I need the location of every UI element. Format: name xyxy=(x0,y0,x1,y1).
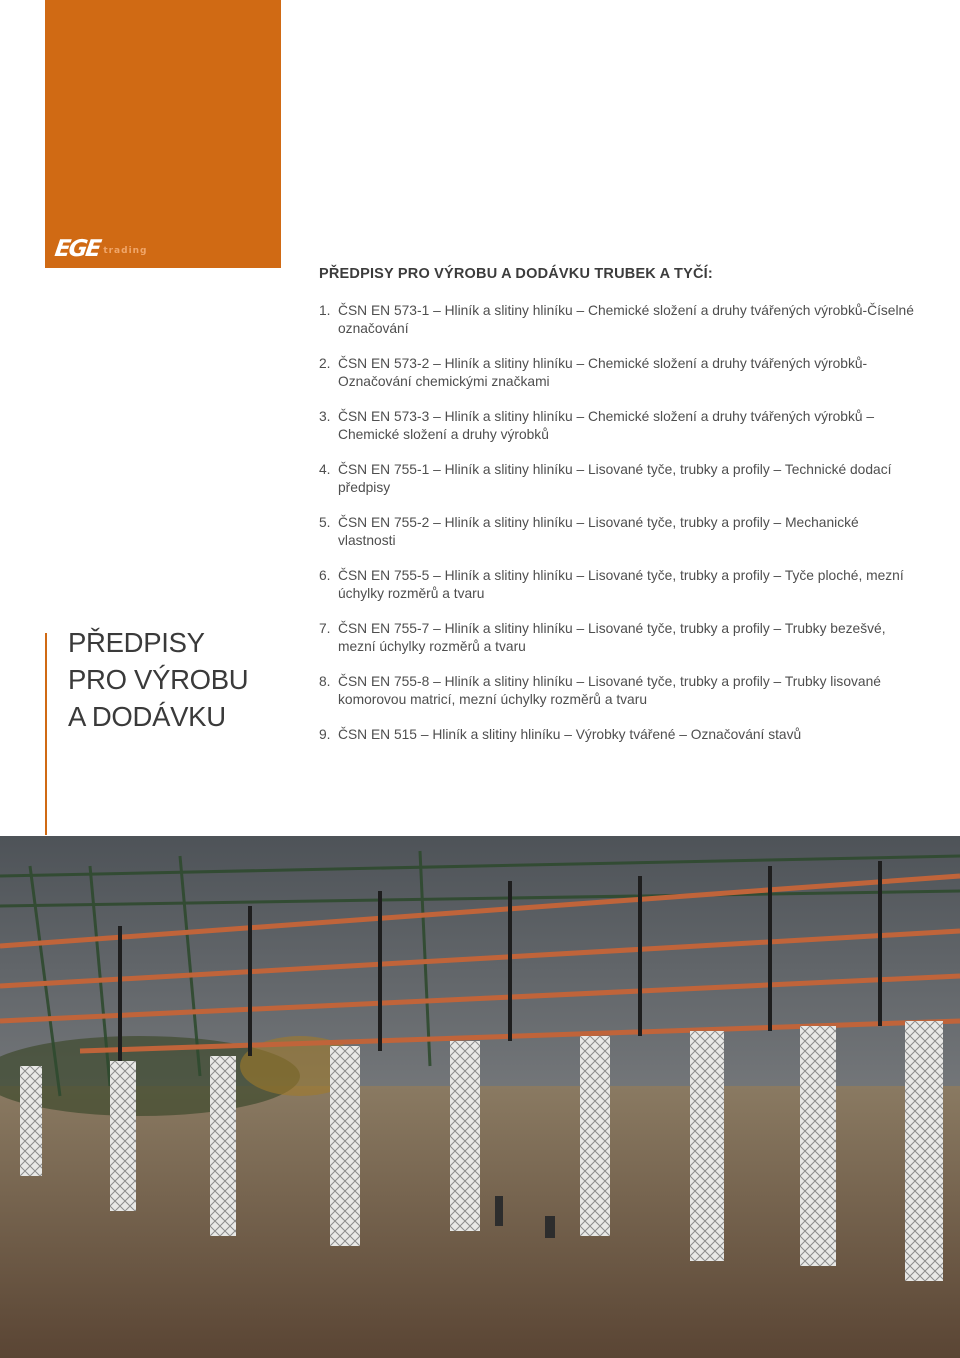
item-number: 2. xyxy=(319,356,331,371)
item-text: ČSN EN 755-2 – Hliník a slitiny hliníku – Lisované tyče, trubky a profily – Mechanické vlastnosti xyxy=(338,515,859,548)
side-accent-rule xyxy=(45,633,47,835)
standard-item xyxy=(319,514,919,550)
logo-subtitle: trading xyxy=(103,246,148,256)
item-number: 7. xyxy=(319,621,331,636)
item-text: ČSN EN 755-8 – Hliník a slitiny hliníku – Lisované tyče, trubky a profily – Trubky lisované komorovou matricí, mezní úchylky rozměrů a tvaru xyxy=(338,674,881,707)
side-title xyxy=(68,624,248,735)
item-text: ČSN EN 755-7 – Hliník a slitiny hliníku – Lisované tyče, trubky a profily – Trubky bezešvé, mezní úchylky rozměrů a tvaru xyxy=(338,621,886,654)
standard-item xyxy=(319,726,919,744)
item-number: 8. xyxy=(319,674,331,689)
side-title-line-1: PŘEDPISY xyxy=(68,627,205,658)
standard-item xyxy=(319,355,919,391)
item-number: 4. xyxy=(319,462,331,477)
item-text: ČSN EN 573-2 – Hliník a slitiny hliníku – Chemické složení a druhy tvářených výrobků-Označování chemickými značkami xyxy=(338,356,868,389)
item-text: ČSN EN 515 – Hliník a slitiny hliníku – Výrobky tvářené – Označování stavů xyxy=(338,727,802,742)
item-number: 1. xyxy=(319,303,331,318)
substation-photo xyxy=(0,836,960,1358)
standard-item xyxy=(319,408,919,444)
item-text: ČSN EN 755-5 – Hliník a slitiny hliníku – Lisované tyče, trubky a profily – Tyče ploché, mezní úchylky rozměrů a tvaru xyxy=(338,568,904,601)
standard-item xyxy=(319,567,919,603)
side-title-line-2: PRO VÝROBU xyxy=(68,664,249,695)
item-number: 9. xyxy=(319,727,331,742)
item-number: 6. xyxy=(319,568,331,583)
substation-illustration xyxy=(0,836,960,1358)
item-number: 3. xyxy=(319,409,331,424)
standard-item xyxy=(319,620,919,656)
standard-item xyxy=(319,302,919,338)
item-number: 5. xyxy=(319,515,331,530)
standard-item xyxy=(319,461,919,497)
item-text: ČSN EN 755-1 – Hliník a slitiny hliníku – Lisované tyče, trubky a profily – Technické dodací předpisy xyxy=(338,462,892,495)
side-title-line-3: A DODÁVKU xyxy=(68,701,226,732)
item-text: ČSN EN 573-1 – Hliník a slitiny hliníku – Chemické složení a druhy tvářených výrobků-Číselné označování xyxy=(338,303,914,336)
standard-item xyxy=(319,673,919,709)
document-heading: PŘEDPISY PRO VÝROBU A DODÁVKU TRUBEK A TYČÍ: xyxy=(319,266,713,282)
brand-color-block xyxy=(45,0,281,268)
logo-mark: EGE xyxy=(53,236,102,262)
standards-list xyxy=(319,302,919,761)
company-logo xyxy=(55,238,148,260)
item-text: ČSN EN 573-3 – Hliník a slitiny hliníku – Chemické složení a druhy tvářených výrobků – Chemické složení a druhy výrobků xyxy=(338,409,875,442)
